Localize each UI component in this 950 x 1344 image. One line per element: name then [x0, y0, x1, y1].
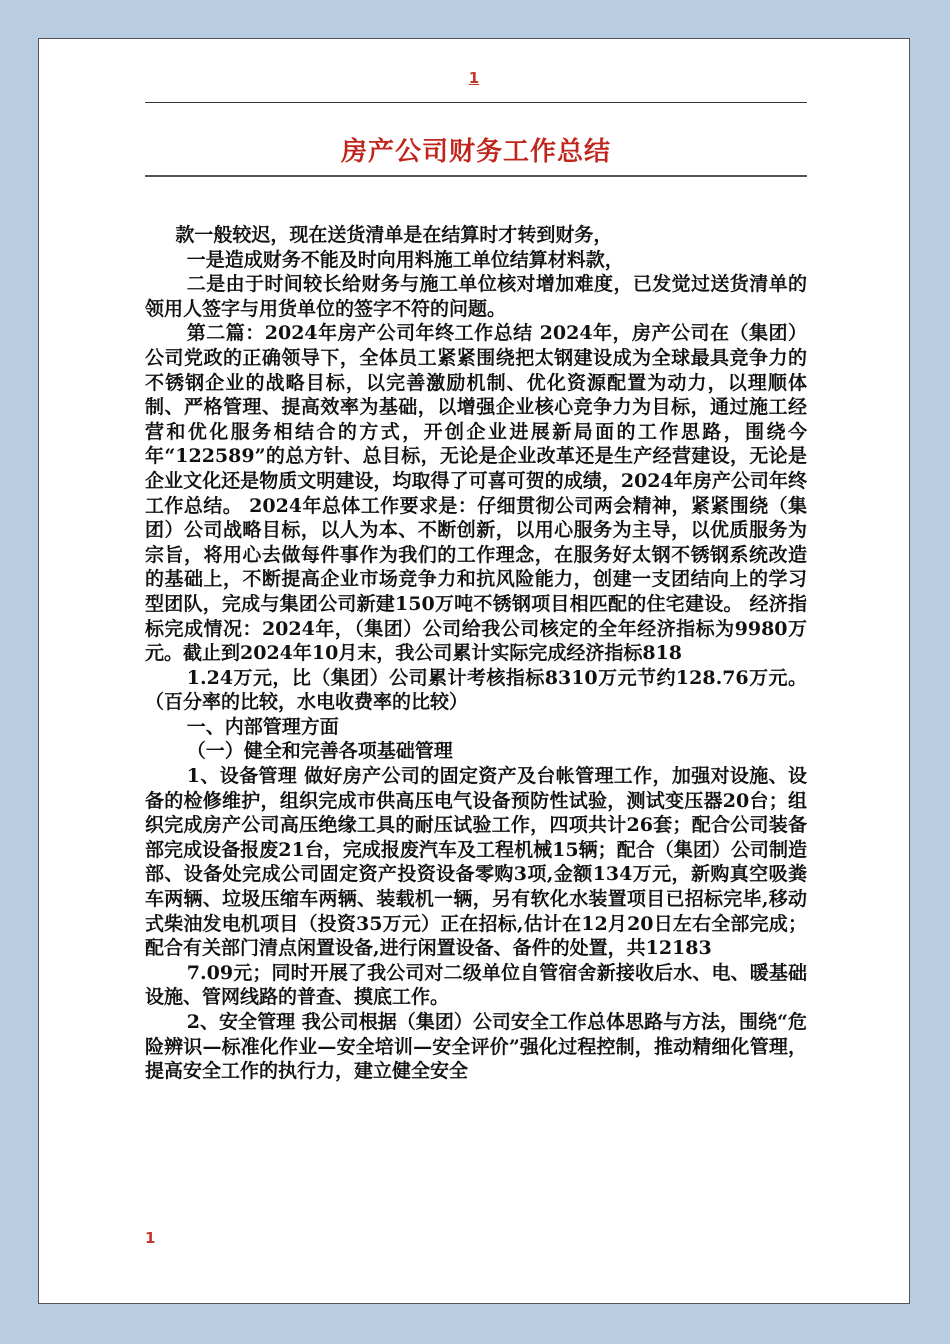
- paragraph: 第二篇：2024年房产公司年终工作总结 2024年，房产公司在（集团）公司党政的正确领导下，全体员工紧紧围绕把太钢建设成为全球最具竞争力的不锈钢企业的战略目标，以完善激励机制、优化资源配置为动力，以理顺体制、严格管理、提高效率为基础，以增强企业核心竞争力为目标，通过施工经营和优化服务相结合的方式，开创企业进展新局面的工作思路，围绕今年“122589”的总方针、总目标，无论是企业改革还是生产经营建设，无论是企业文化还是物质文明建设，均取得了可喜可贺的成绩，2024年房产公司年终工作总结。 2024年总体工作要求是：仔细贯彻公司两会精神，紧紧围绕（集团）公司战略目标，以人为本、不断创新，以用心服务为主导，以优质服务为宗旨，将用心去做每件事作为我们的工作理念，在服务好太钢不锈钢系统改造的基础上，不断提高企业市场竞争力和抗风险能力，创建一支团结向上的学习型团队，完成与集团公司新建150万吨不锈钢项目相匹配的住宅建设。 经济指标完成情况：2024年，（集团）公司给我公司核定的全年经济指标为9980万元。截止到2024年10月末，我公司累计实际完成经济指标818: [145, 322, 807, 665]
- paragraph: 1、设备管理 做好房产公司的固定资产及台帐管理工作，加强对设施、设备的检修维护，组织完成市供高压电气设备预防性试验，测试变压器20台；组织完成房产公司高压绝缘工具的耐压试验工作，四项共计26套；配合公司装备部完成设备报废21台，完成报废汽车及工程机械15辆；配合（集团）公司制造部、设备处完成公司固定资产投资设备零购3项,金额134万元，新购真空吸粪车两辆、垃圾压缩车两辆、装载机一辆，另有软化水装置项目已招标完毕,移动式柴油发电机项目（投资35万元）正在招标,估计在12月20日左右全部完成；配合有关部门清点闲置设备,进行闲置设备、备件的处置，共12183: [145, 765, 807, 960]
- paragraph: 款一般较迟，现在送货清单是在结算时才转到财务，: [175, 224, 613, 246]
- document-body: [145, 223, 807, 1084]
- paragraph: 1.24万元，比（集团）公司累计考核指标8310万元节约128.76万元。（百分率的比较，水电收费率的比较）: [145, 666, 807, 714]
- paragraph: 7.09元；同时开展了我公司对二级单位自管宿舍新接收后水、电、暖基础设施、管网线路的普查、摸底工作。: [145, 961, 807, 1009]
- subsection-heading: （一）健全和完善各项基础管理: [186, 740, 453, 763]
- title-divider: [145, 175, 807, 177]
- document-title: 房产公司财务工作总结: [340, 137, 611, 167]
- paragraph: 2、安全管理 我公司根据（集团）公司安全工作总体思路与方法，围绕“危险辨识—标准化作业—安全培训—安全评价”强化过程控制，推动精细化管理，提高安全工作的执行力，建立健全安全: [145, 1011, 807, 1083]
- paragraph: 二是由于时间较长给财务与施工单位核对增加难度，已发觉过送货清单的领用人签字与用货单位的签字不符的问题。: [145, 273, 807, 320]
- footer-page-number: 1: [145, 1229, 156, 1247]
- document-page: [38, 38, 910, 1304]
- header-divider: [145, 102, 807, 103]
- paragraph: 一是造成财务不能及时向用料施工单位结算材料款，: [186, 248, 624, 271]
- section-heading: 一、内部管理方面: [186, 715, 339, 738]
- header-page-number: 1: [468, 69, 480, 87]
